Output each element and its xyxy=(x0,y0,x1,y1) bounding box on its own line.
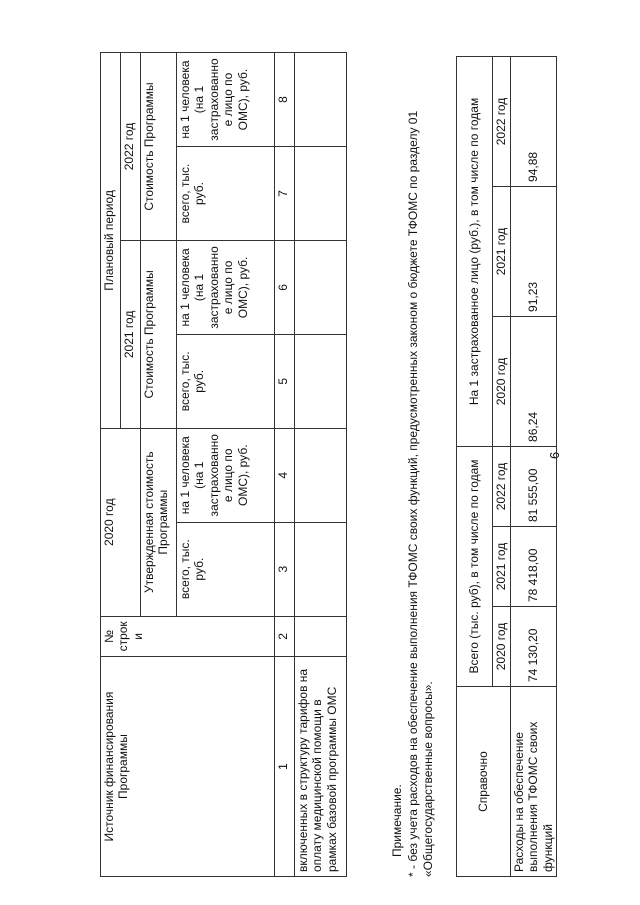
header-year-2022: 2022 год xyxy=(121,53,141,241)
table-row xyxy=(511,56,557,876)
header-approved-cost: Утвержденная стоимость Программы xyxy=(141,428,177,616)
header-per-person-2022: на 1 человека (на 1 застрахованное лицо по ОМС), руб. xyxy=(177,53,275,147)
table-row xyxy=(295,53,347,877)
header-year-2021: 2021 год xyxy=(121,240,141,428)
total-2020-value: 74 130,20 xyxy=(511,607,557,687)
header-total-2020: 2020 год xyxy=(493,607,511,687)
header-program-cost-2022: Стоимость Программы xyxy=(141,53,177,241)
header-total-by-years: Всего (тыс. руб), в том числе по годам xyxy=(457,446,493,686)
header-planning-period: Плановый период xyxy=(101,53,121,429)
per-insured-2020-value: 86,24 xyxy=(511,316,557,446)
header-per-insured-2020: 2020 год xyxy=(493,316,511,446)
header-per-person-2020: на 1 человека (на 1 застрахованное лицо по ОМС), руб. xyxy=(177,428,275,522)
header-total-2021: всего, тыс. руб. xyxy=(177,334,275,428)
per-insured-2021-value: 91,23 xyxy=(511,186,557,316)
table-cell xyxy=(295,53,347,147)
notes-block xyxy=(390,37,437,877)
program-cost-table xyxy=(100,52,347,877)
notes-text: * - без учета расходов на обеспечение выполнения ТФОМС своих функций, предусмотренных законом о бюджете ТФОМС по разделу 01 «Общегосударственные вопросы». xyxy=(405,110,436,877)
header-per-insured-2022: 2022 год xyxy=(493,56,511,186)
header-total-2020: всего, тыс. руб. xyxy=(177,522,275,616)
column-number-3: 3 xyxy=(275,522,295,616)
reference-table xyxy=(456,56,557,877)
table-cell xyxy=(295,522,347,616)
table-cell xyxy=(295,616,347,657)
table-cell xyxy=(295,240,347,334)
header-total-2022: всего, тыс. руб. xyxy=(177,147,275,241)
table-cell xyxy=(295,334,347,428)
header-reference: Справочно xyxy=(457,687,511,877)
header-year-2020: 2020 год xyxy=(101,428,141,616)
table-cell xyxy=(295,147,347,241)
column-number-4: 4 xyxy=(275,428,295,522)
column-number-5: 5 xyxy=(275,334,295,428)
table-cell xyxy=(295,428,347,522)
column-number-6: 6 xyxy=(275,240,295,334)
header-source: Источник финансирования Программы xyxy=(101,657,275,877)
header-total-2021: 2021 год xyxy=(493,527,511,607)
header-total-2022: 2022 год xyxy=(493,446,511,526)
per-insured-2022-value: 94,88 xyxy=(511,56,557,186)
header-program-cost-2021: Стоимость Программы xyxy=(141,240,177,428)
column-number-1: 1 xyxy=(275,657,295,877)
header-per-person-2021: на 1 человека (на 1 застрахованное лицо по ОМС), руб. xyxy=(177,240,275,334)
header-per-insured-by-years: На 1 застрахованное лицо (руб.), в том числе по годам xyxy=(457,56,493,446)
total-2021-value: 78 418,00 xyxy=(511,527,557,607)
column-number-2: 2 xyxy=(275,616,295,657)
total-2022-value: 81 555,00 xyxy=(511,446,557,526)
notes-heading: Примечание. xyxy=(390,784,404,857)
column-number-8: 8 xyxy=(275,53,295,147)
column-number-7: 7 xyxy=(275,147,295,241)
row-label-tariffs: включенных в структуру тарифов на оплату медицинской помощи в рамках базовой программы ОМС xyxy=(295,657,347,877)
header-per-insured-2021: 2021 год xyxy=(493,186,511,316)
page-number: 6 xyxy=(547,451,562,459)
row-label-expenses: Расходы на обеспечение выполнения ТФОМС своих функций xyxy=(511,687,557,877)
header-row-number: № строки xyxy=(101,616,275,657)
